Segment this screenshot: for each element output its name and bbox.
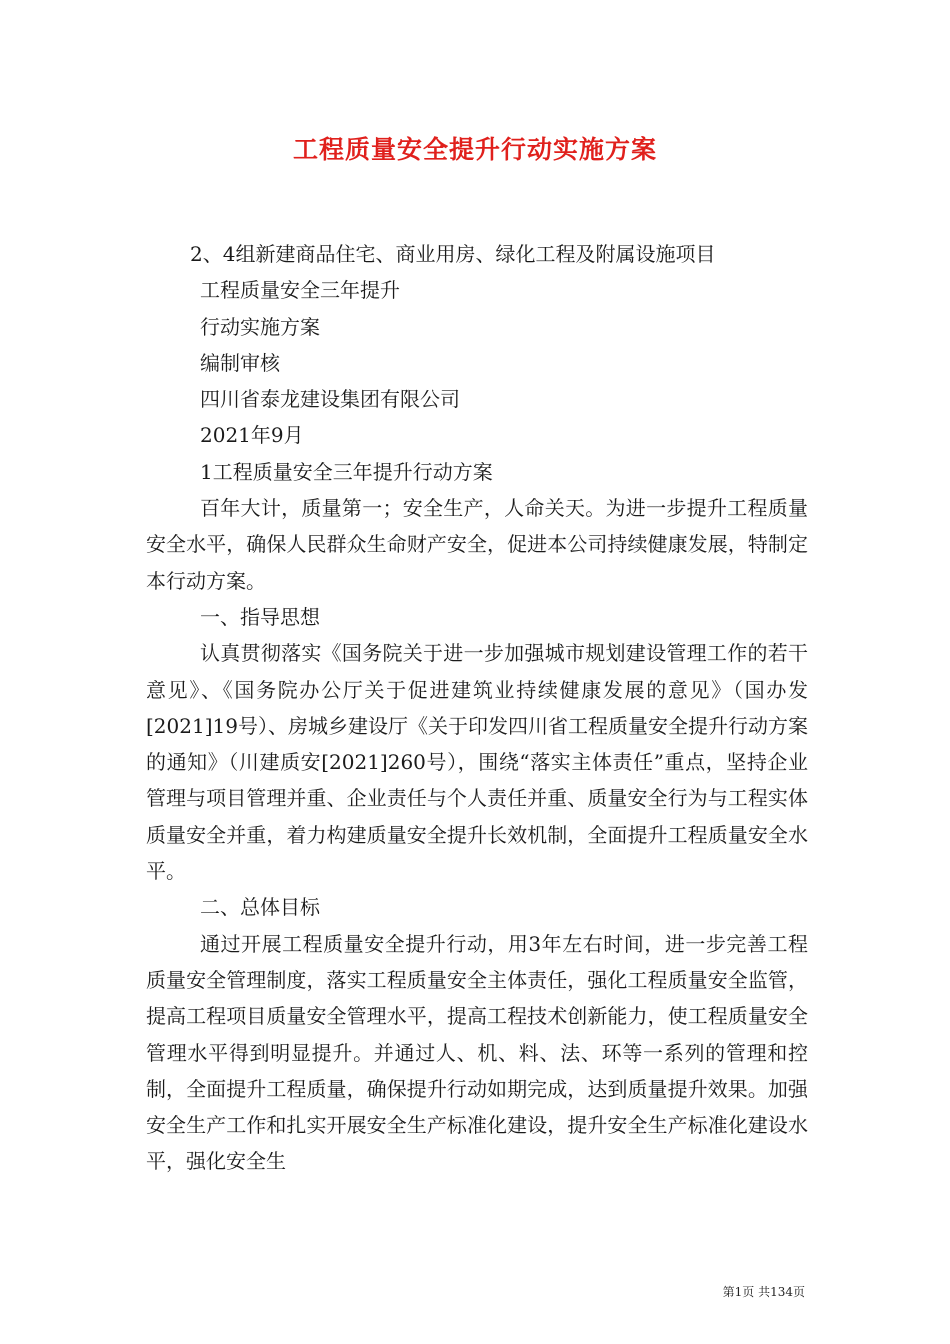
heading-overall-goal: 二、总体目标 [200,895,320,920]
document-title: 工程质量安全提升行动实施方案 [292,135,657,164]
page-footer: 第1页 共134页 [722,1285,805,1299]
cover-prepared-line: 编制审核 [200,350,280,375]
document-body [146,236,808,1180]
section-title: 1工程质量安全三年提升行动方案 [200,459,493,484]
cover-subtitle-line-2: 行动实施方案 [200,314,320,339]
intro-paragraph: 百年大计，质量第一；安全生产，人命关天。为进一步提升工程质量安全水平，确保人民群众生命财产安全，促进本公司持续健康发展，特制定本行动方案。 [146,496,808,593]
guiding-ideology-paragraph: 认真贯彻落实《国务院关于进一步加强城市规划建设管理工作的若干意见》、《国务院办公厅关于促进建筑业持续健康发展的意见》（国办发[2021]19号）、房城乡建设厅《关于印发四川省工程质量安全提升行动方案的通知》（川建质安[2021]260号），围绕“落实主体责任”重点，坚持企业管理与项目管理并重、企业责任与个人责任并重、质量安全行为与工程实体质量安全并重，着力构建质量安全提升长效机制，全面提升工程质量安全水平。 [146,641,808,884]
cover-project-line: 2、4组新建商品住宅、商业用房、绿化工程及附属设施项目 [190,242,716,266]
overall-goal-paragraph: 通过开展工程质量安全提升行动，用3年左右时间，进一步完善工程质量安全管理制度，落实工程质量安全主体责任，强化工程质量安全监管，提高工程项目质量安全管理水平，提高工程技术创新能力，使工程质量安全管理水平得到明显提升。并通过人、机、料、法、环等一系列的管理和控制，全面提升工程质量，确保提升行动如期完成，达到质量提升效果。加强安全生产工作和扎实开展安全生产标准化建设，提升安全生产标准化建设水平，强化安全生 [146,931,808,1174]
cover-date-line: 2021年9月 [200,423,304,448]
cover-subtitle-line-1: 工程质量安全三年提升 [200,278,400,303]
heading-guiding-ideology: 一、指导思想 [200,604,320,629]
cover-company-line: 四川省泰龙建设集团有限公司 [200,387,460,412]
